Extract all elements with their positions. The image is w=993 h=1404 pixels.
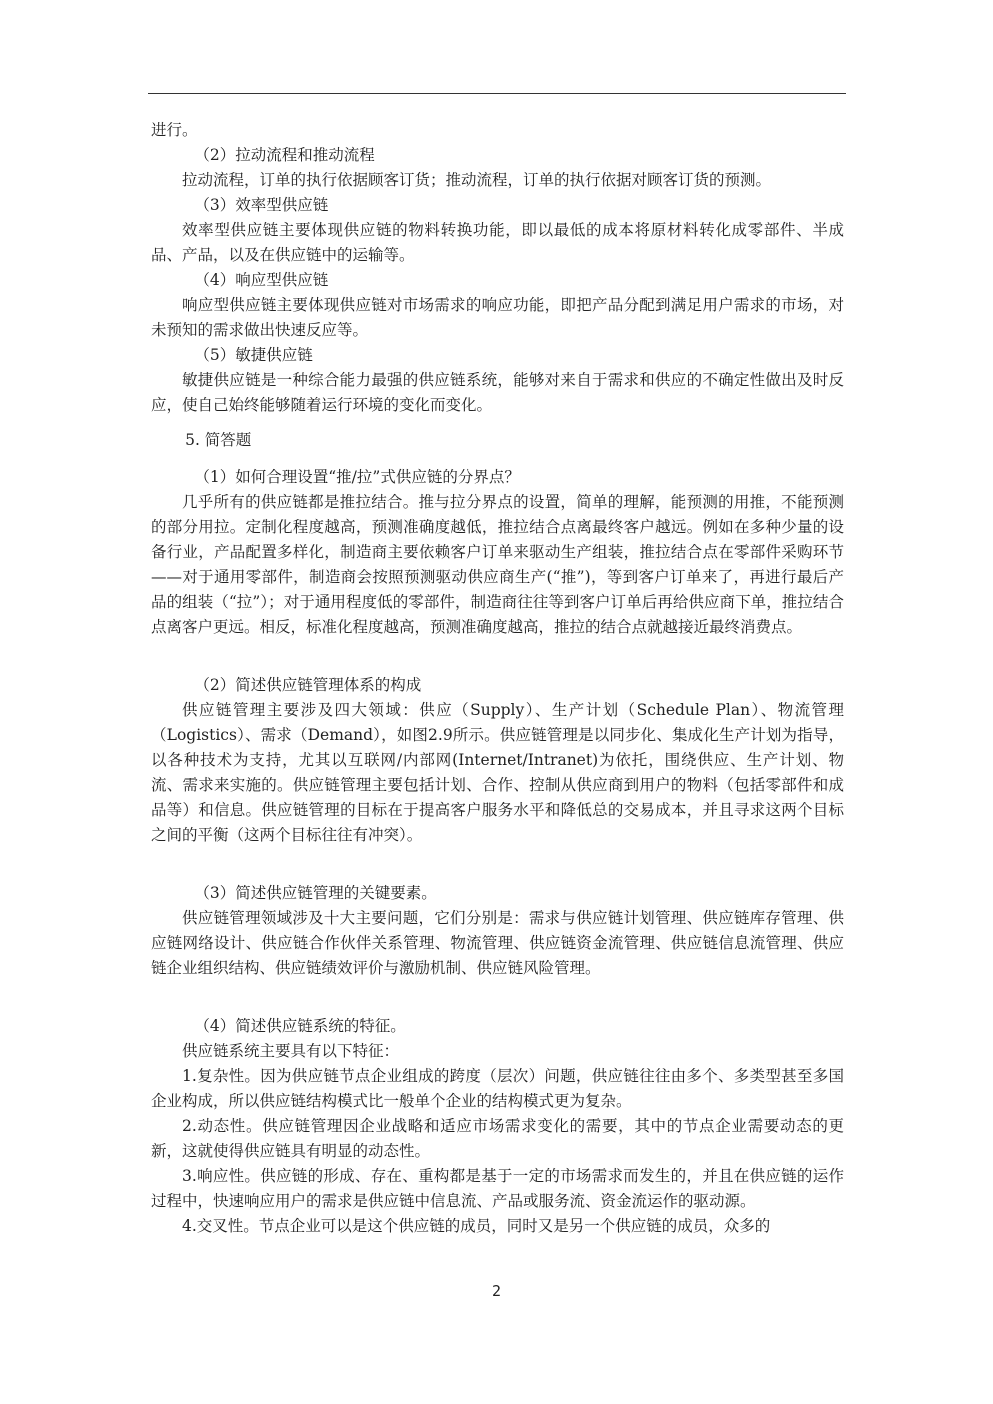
subheading: （3）效率型供应链: [194, 196, 329, 214]
paragraph: 几乎所有的供应链都是推拉结合。推与拉分界点的设置，简单的理解，能预测的用推，不能预测的部分用拉。定制化程度越高，预测准确度越低，推拉结合点离最终客户越远。例如在多种少量的设备行业，产品配置多样化，制造商主要依赖客户订单来驱动生产组装，推拉结合点在零部件采购环节——对于通用零部件，制造商会按照预测驱动供应商生产(“推”)，等到客户订单来了，再进行最后产品的组装（“拉”）；对于通用程度低的零部件，制造商往往等到客户订单后再给供应商下单，推拉结合点离客户更远。相反，标准化程度越高，预测准确度越高，推拉的结合点就越接近最终消费点。: [151, 493, 844, 636]
page-content: [151, 118, 844, 1239]
list-item: 2.动态性。供应链管理因企业战略和适应市场需求变化的需要，其中的节点企业需要动态的更新，这就使得供应链具有明显的动态性。: [151, 1117, 844, 1160]
subheading: （2）拉动流程和推动流程: [194, 146, 375, 164]
list-item: 4.交叉性。节点企业可以是这个供应链的成员，同时又是另一个供应链的成员，众多的: [182, 1217, 771, 1235]
list-item: 3.响应性。供应链的形成、存在、重构都是基于一定的市场需求而发生的，并且在供应链的运作过程中，快速响应用户的需求是供应链中信息流、产品或服务流、资金流运作的驱动源。: [151, 1167, 844, 1210]
subheading: （4）响应型供应链: [194, 271, 329, 289]
paragraph: 供应链系统主要具有以下特征：: [182, 1042, 400, 1060]
paragraph: 拉动流程，订单的执行依据顾客订货；推动流程，订单的执行依据对顾客订货的预测。: [182, 171, 772, 189]
question-heading: （3）简述供应链管理的关键要素。: [194, 884, 437, 902]
subheading: （5）敏捷供应链: [194, 346, 313, 364]
paragraph: 供应链管理主要涉及四大领域：供应（Supply）、生产计划（Schedule Plan）、物流管理（Logistics）、需求（Demand），如图2.9所示。供应链管理是以同步化、集成化生产计划为指导，以各种技术为支持，尤其以互联网/内部网(Internet/Intranet)为依托，围绕供应、生产计划、物流、需求来实施的。供应链管理主要包括计划、合作、控制从供应商到用户的物料（包括零部件和成品等）和信息。供应链管理的目标在于提高客户服务水平和降低总的交易成本，并且寻求这两个目标之间的平衡（这两个目标往往有冲突）。: [151, 701, 844, 844]
section-heading: 5. 简答题: [185, 431, 252, 449]
page-number: 2: [491, 1282, 502, 1300]
question-heading: （1）如何合理设置“推/拉”式供应链的分界点？: [194, 468, 520, 486]
paragraph: 效率型供应链主要体现供应链的物料转换功能，即以最低的成本将原材料转化成零部件、半成品、产品，以及在供应链中的运输等。: [151, 221, 844, 264]
question-heading: （2）简述供应链管理体系的构成: [194, 676, 422, 694]
question-heading: （4）简述供应链系统的特征。: [194, 1017, 406, 1035]
paragraph: 敏捷供应链是一种综合能力最强的供应链系统，能够对来自于需求和供应的不确定性做出及时反应，使自己始终能够随着运行环境的变化而变化。: [151, 371, 844, 414]
paragraph: 响应型供应链主要体现供应链对市场需求的响应功能，即把产品分配到满足用户需求的市场，对未预知的需求做出快速反应等。: [151, 296, 844, 339]
header-rule: [148, 93, 846, 94]
paragraph: 进行。: [151, 121, 198, 139]
paragraph: 供应链管理领域涉及十大主要问题，它们分别是：需求与供应链计划管理、供应链库存管理、供应链网络设计、供应链合作伙伴关系管理、物流管理、供应链资金流管理、供应链信息流管理、供应链企业组织结构、供应链绩效评价与激励机制、供应链风险管理。: [151, 909, 844, 977]
list-item: 1.复杂性。因为供应链节点企业组成的跨度（层次）问题，供应链往往由多个、多类型甚至多国企业构成，所以供应链结构模式比一般单个企业的结构模式更为复杂。: [151, 1067, 844, 1110]
